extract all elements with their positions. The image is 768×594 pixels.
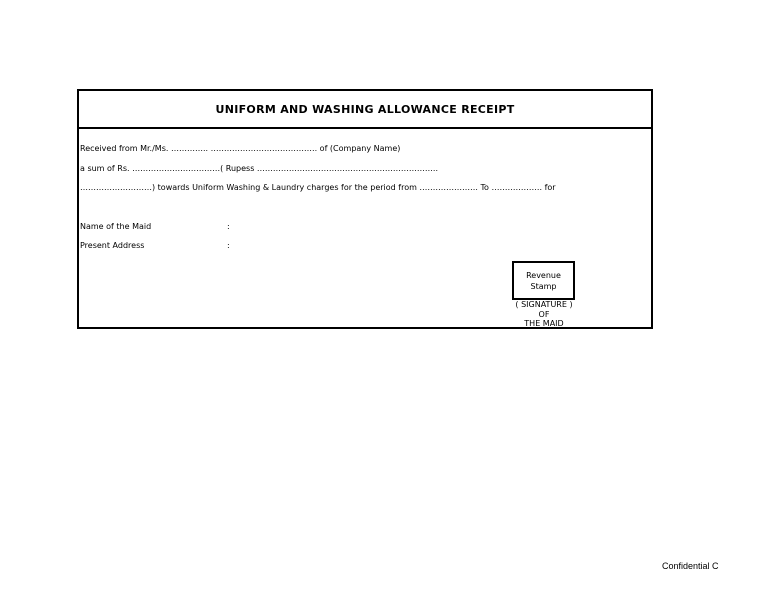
address-label: Present Address [80,241,145,250]
stamp-line-1: Revenue [526,270,561,280]
signature-line-1: ( SIGNATURE ) [515,300,573,309]
period-line: ………………………) towards Uniform Washing & Laundry charges for the period from …………………. To ………………. for [80,183,556,192]
signature-block [499,300,589,329]
maid-name-label: Name of the Maid [80,222,152,231]
maid-name-colon: : [227,222,230,231]
signature-line-3: THE MAID [524,319,564,328]
signature-line-2: OF [538,309,550,319]
revenue-stamp-box [512,261,575,300]
receipt-title: UNIFORM AND WASHING ALLOWANCE RECEIPT [79,91,651,129]
stamp-line-2: Stamp [530,281,557,291]
received-from-line: Received from Mr./Ms. ………….. …………………………………. of (Company Name) [80,144,401,153]
maid-name-row [80,222,230,231]
confidential-footer: Confidential C [662,561,719,571]
sum-line: a sum of Rs. ……………………………( Rupess ………………………………………………………….. [80,164,438,173]
address-row [80,241,230,250]
address-colon: : [227,241,230,250]
receipt-form [77,89,653,329]
